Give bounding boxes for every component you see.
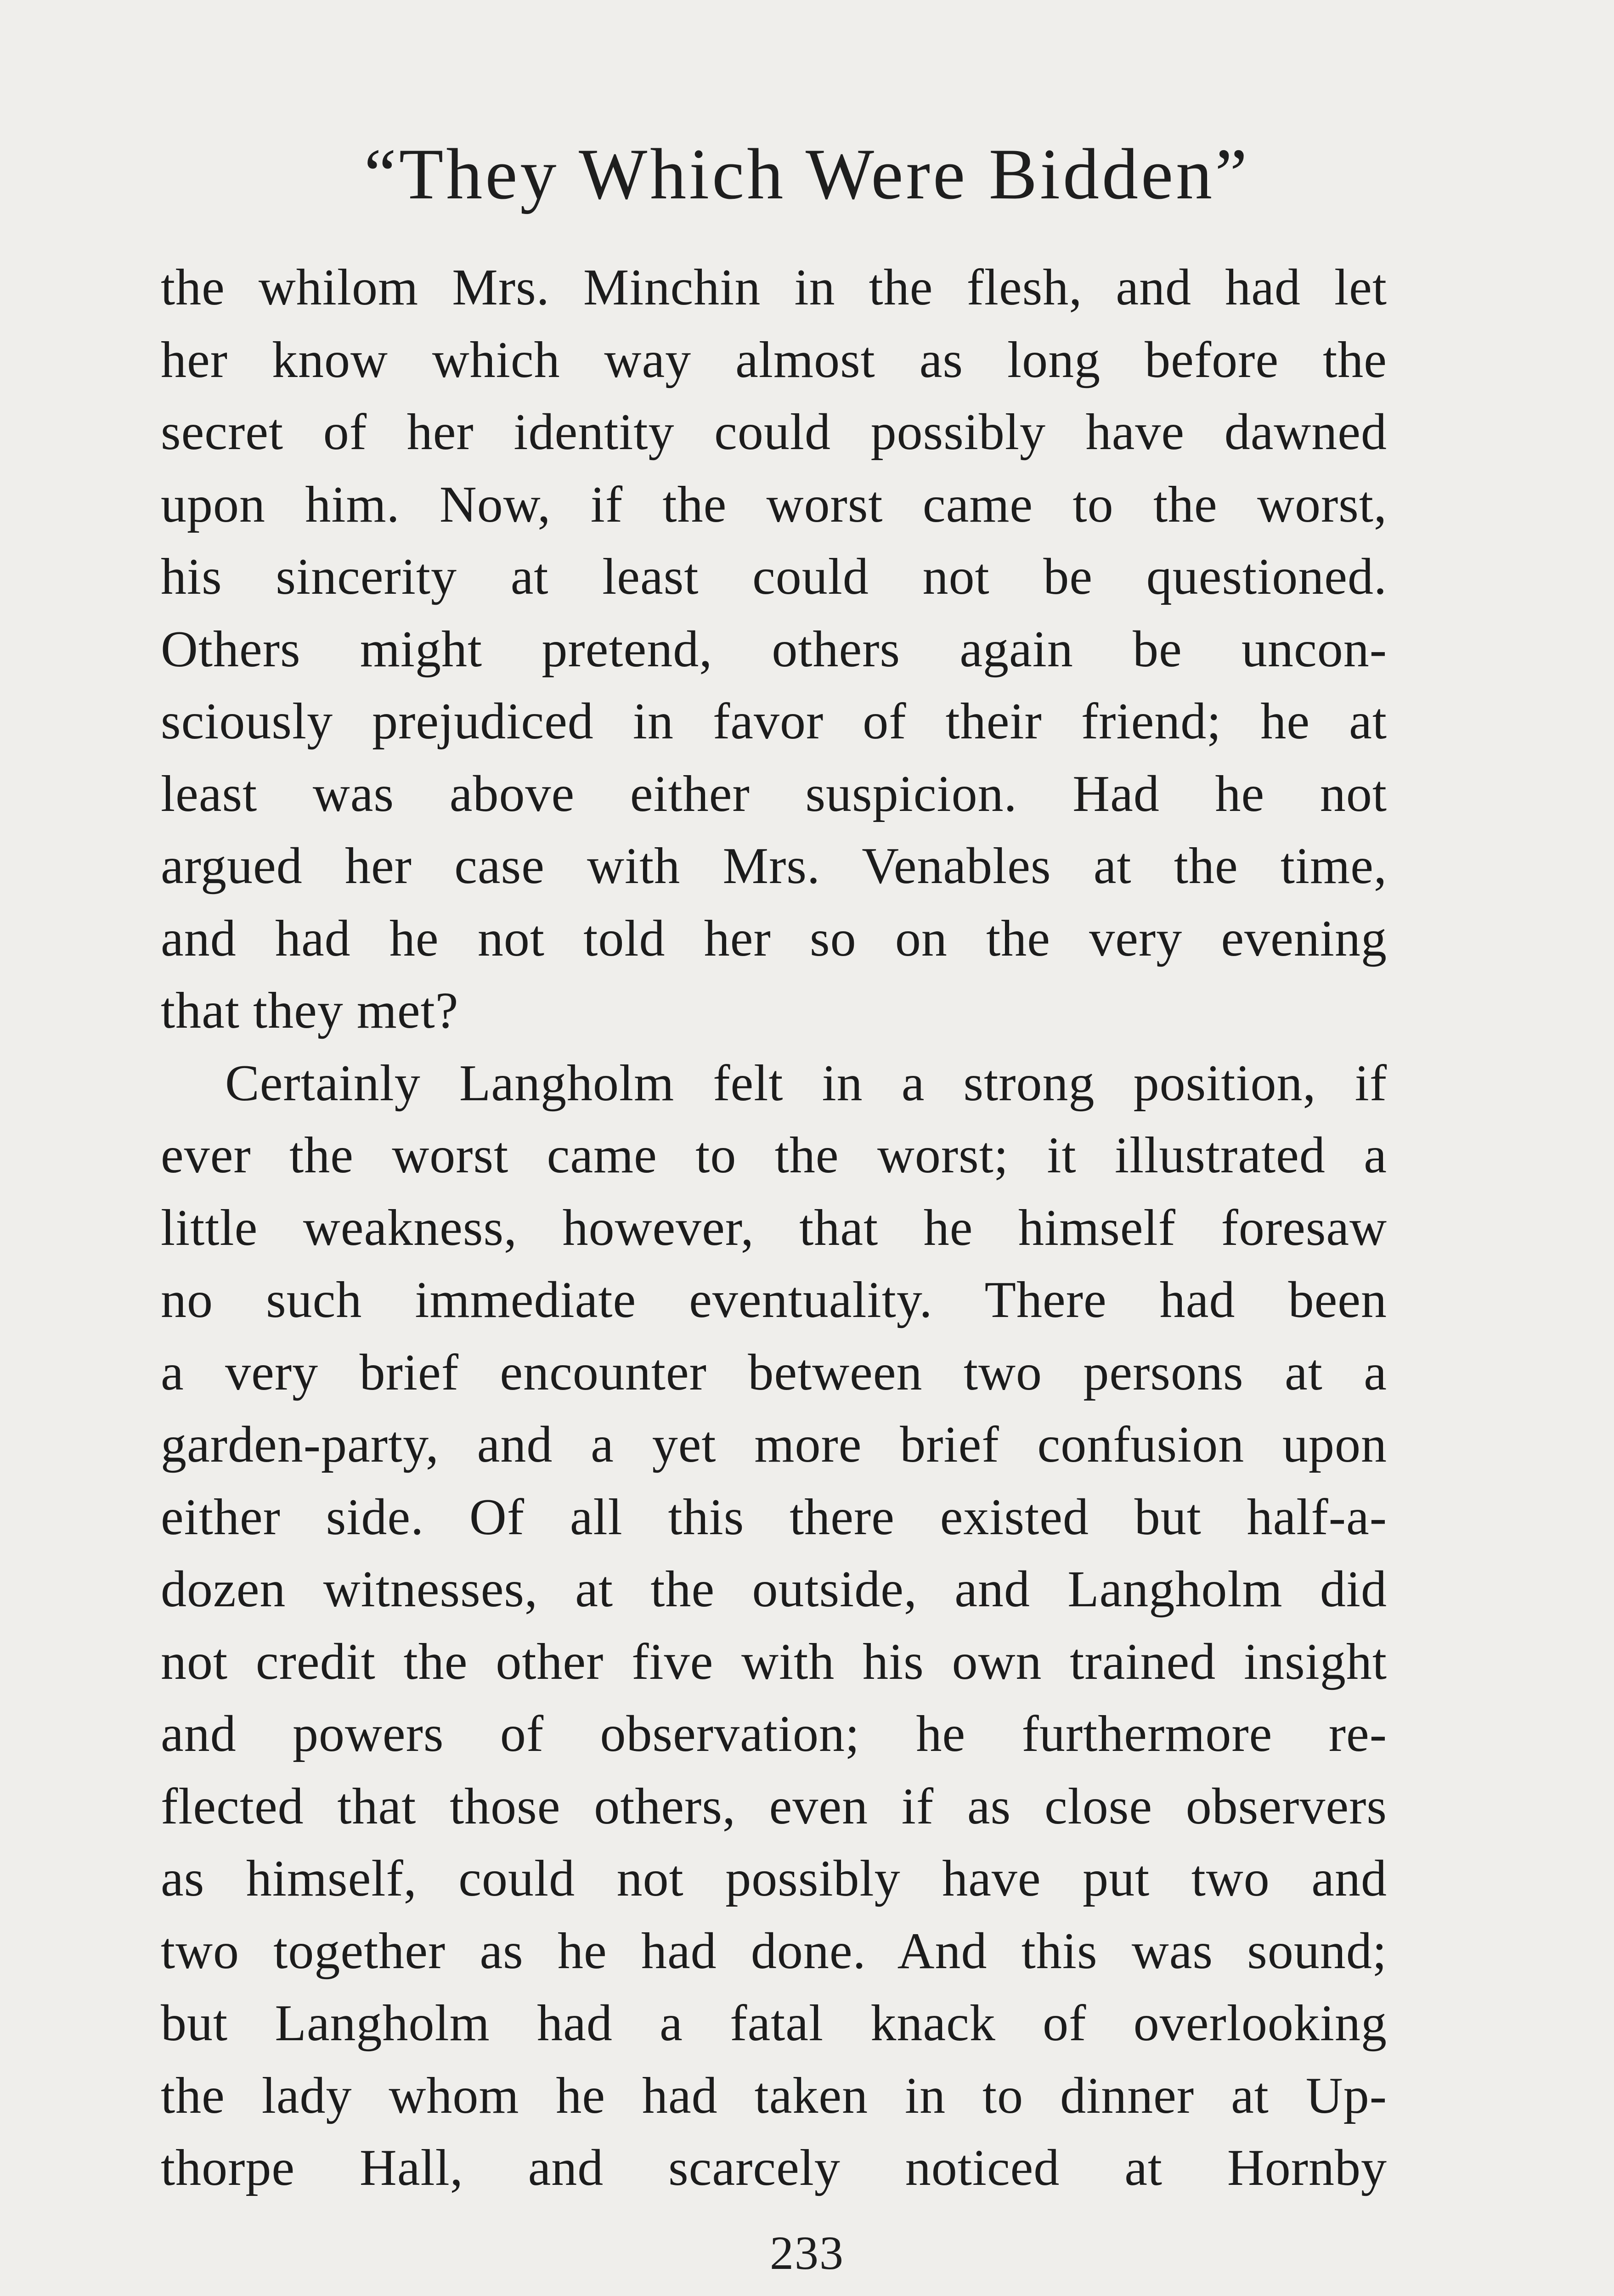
text-line: argued her case with Mrs. Venables at the time,: [161, 838, 1387, 895]
text-line: not credit the other five with his own trained insight: [161, 1633, 1387, 1690]
text-line: secret of her identity could possibly have dawned: [161, 404, 1387, 461]
text-line: two together as he had done. And this was sound;: [161, 1922, 1387, 1980]
text-line: the lady whom he had taken in to dinner at Up-: [161, 2067, 1387, 2124]
text-line: the whilom Mrs. Minchin in the flesh, and had let: [161, 259, 1387, 316]
text-line: garden-party, and a yet more brief confusion upon: [161, 1416, 1387, 1473]
text-line: and powers of observation; he furthermore re-: [161, 1705, 1387, 1762]
text-line: but Langholm had a fatal knack of overlooking: [161, 1995, 1387, 2052]
text-line: flected that those others, even if as close observers: [161, 1778, 1387, 1835]
text-line: and had he not told her so on the very evening: [161, 910, 1387, 967]
text-line: either side. Of all this there existed but half-a-: [161, 1488, 1387, 1546]
page-number: 233: [770, 2227, 844, 2279]
body-text: [161, 252, 1387, 2205]
text-line: a very brief encounter between two persons at a: [161, 1344, 1387, 1401]
text-line-indented: [161, 1047, 1387, 1120]
text-line: ever the worst came to the worst; it illustrated a: [161, 1127, 1387, 1184]
text-line: Others might pretend, others again be uncon-: [161, 620, 1387, 678]
text-line: as himself, could not possibly have put two and: [161, 1850, 1387, 1907]
text-line: dozen witnesses, at the outside, and Langholm did: [161, 1561, 1387, 1618]
text-line: upon him. Now, if the worst came to the worst,: [161, 476, 1387, 533]
text-line: his sincerity at least could not be questioned.: [161, 548, 1387, 605]
text-line: least was above either suspicion. Had he not: [161, 765, 1387, 822]
text-line: little weakness, however, that he himself foresaw: [161, 1199, 1387, 1256]
text-line: her know which way almost as long before the: [161, 331, 1387, 388]
text-line: that they met?: [161, 982, 459, 1039]
text-line: thorpe Hall, and scarcely noticed at Hornby: [161, 2139, 1387, 2196]
text-line-content: Certainly Langholm felt in a strong position, if: [225, 1054, 1387, 1112]
text-line: no such immediate eventuality. There had been: [161, 1272, 1387, 1328]
text-line: sciously prejudiced in favor of their friend; he at: [161, 693, 1387, 750]
running-head: “They Which Were Bidden”: [364, 134, 1250, 214]
